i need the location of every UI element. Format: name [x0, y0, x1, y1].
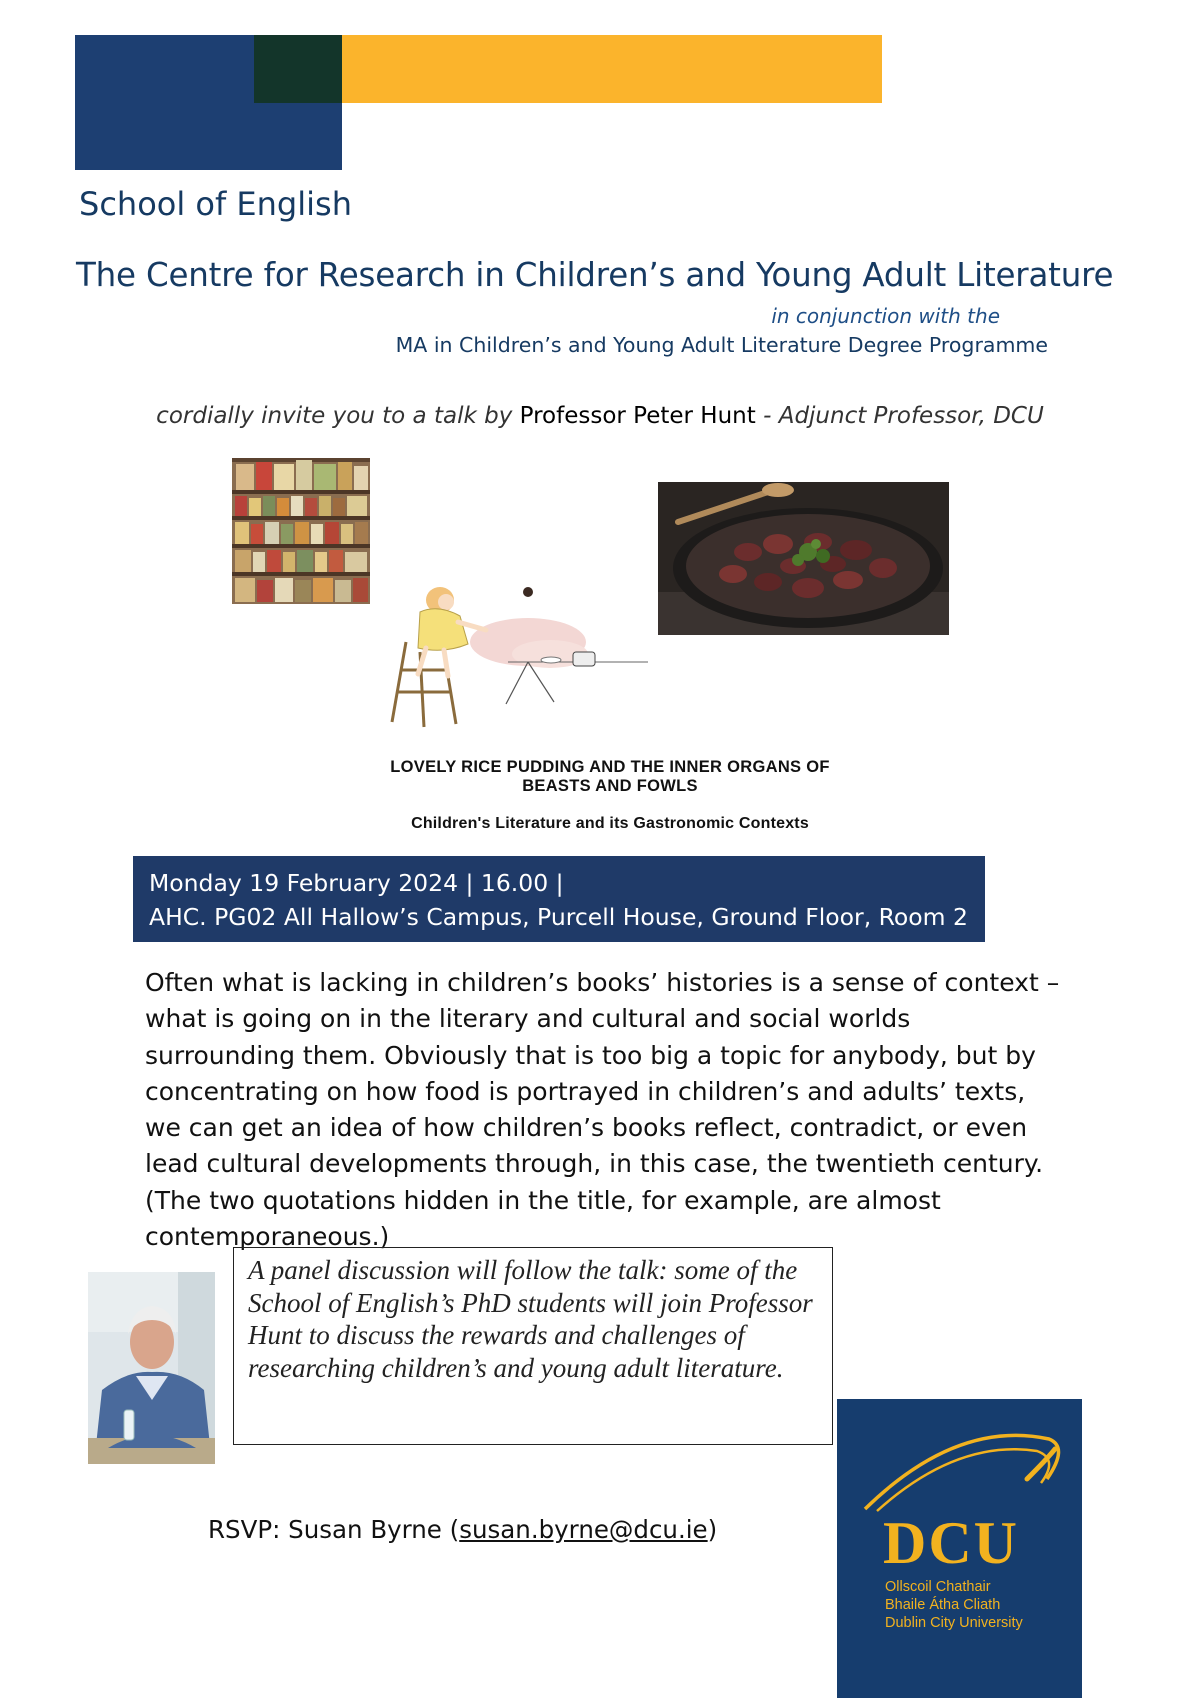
rsvp-email-link[interactable]: susan.byrne@dcu.ie: [459, 1515, 708, 1544]
talk-title-line-2: BEASTS AND FOWLS: [522, 777, 698, 795]
programme-name: MA in Children’s and Young Adult Literature Degree Programme: [395, 333, 1048, 357]
rsvp-close: ): [707, 1515, 718, 1544]
dcu-english-name: Dublin City University: [885, 1615, 1023, 1631]
event-details-box: [133, 856, 985, 942]
dcu-wordmark: DCU: [883, 1510, 1019, 1569]
speaker-photo: [88, 1272, 215, 1464]
talk-abstract: Often what is lacking in children’s books’ histories is a sense of context – what is going on in the literary and cultural and social worlds surrounding them. Obviously that is too big a topic for anybody, but by concentrating on how food is portrayed in children’s and adults’ texts, we can get an idea of how children’s books reflect, contradict, or even lead cultural developments through, in this case, the twentieth century. (The two quotations hidden in the title, for example, are almost contemporaneous.): [145, 968, 1060, 1252]
rsvp-label: RSVP: Susan Byrne (: [208, 1515, 460, 1544]
panel-discussion-note: A panel discussion will follow the talk: some of the School of English’s PhD students will join Professor Hunt to discuss the rewards and challenges of researching children’s and young adult literature.: [233, 1247, 833, 1445]
event-date-time: Monday 19 February 2024 | 16.00 |: [149, 869, 564, 897]
school-name: School of English: [79, 185, 352, 223]
dcu-irish-line-2: Bhaile Átha Cliath: [885, 1597, 1001, 1613]
dcu-logo: [837, 1399, 1082, 1698]
invite-lead: cordially invite you to a talk by: [156, 403, 513, 429]
dcu-swoosh-icon: [837, 1399, 1082, 1569]
pantry-shelves-image: [232, 458, 370, 604]
talk-title: [0, 758, 1200, 796]
pan-of-food-image: [658, 482, 949, 635]
speaker-name: Professor Peter Hunt: [519, 403, 756, 429]
girl-at-table-illustration: [378, 582, 648, 732]
talk-title-line-1: LOVELY RICE PUDDING AND THE INNER ORGANS OF: [390, 758, 830, 776]
rsvp-line: [208, 1515, 717, 1544]
speaker-role: - Adjunct Professor, DCU: [763, 403, 1044, 429]
header-dark-block: [254, 35, 342, 103]
invitation-line: [0, 403, 1200, 429]
conjunction-text: in conjunction with the: [771, 304, 1000, 328]
talk-subtitle: Children's Literature and its Gastronomic Contexts: [411, 815, 809, 832]
event-venue: AHC. PG02 All Hallow’s Campus, Purcell House, Ground Floor, Room 2: [149, 903, 969, 931]
centre-name: The Centre for Research in Children’s and Young Adult Literature: [76, 256, 1114, 294]
dcu-irish-line-1: Ollscoil Chathair: [885, 1579, 991, 1595]
header-yellow-bar: [342, 35, 882, 103]
